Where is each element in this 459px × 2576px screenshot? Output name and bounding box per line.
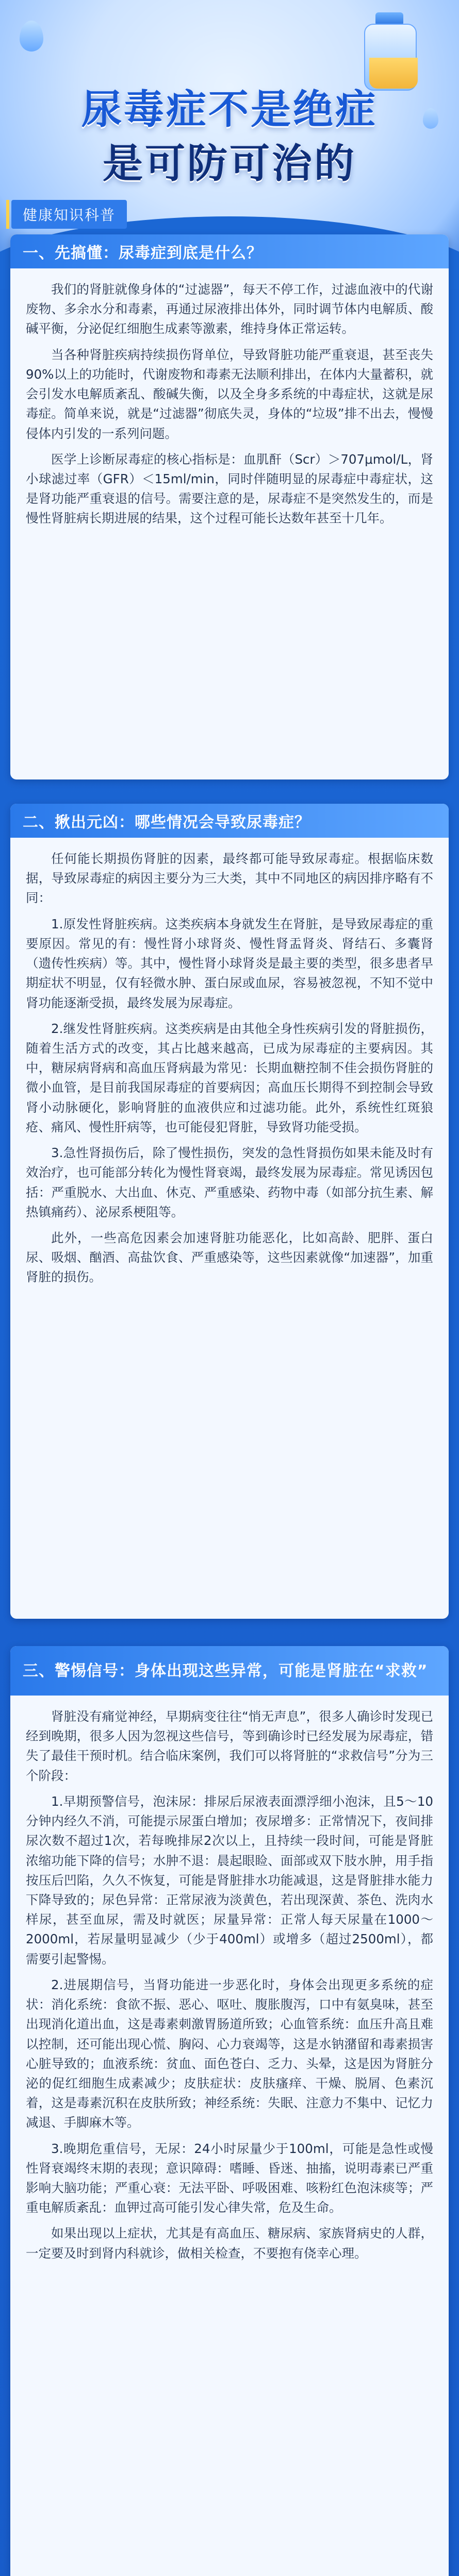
section-card-1 — [10, 234, 449, 779]
paragraph: 如果出现以上症状，尤其是有高血压、糖尿病、家族肾病史的人群，一定要及时到肾内科就诊，做相关检查，不要抱有侥幸心理。 — [26, 2226, 433, 2261]
paragraph: 3.晚期危重信号，无尿：24小时尿量少于100ml，可能是急性或慢性肾衰竭终末期的表现；意识障碍：嗜睡、昏迷、抽搐，说明毒素已严重影响大脑功能；严重心衰：无法平卧、呼吸困难、咳粉红色泡沫痰等；严重电解质紊乱：血钾过高可能引发心律失常，危及生命。 — [26, 2141, 433, 2215]
section-title: 三、警惕信号：身体出现这些异常，可能是肾脏在“求救” — [23, 1662, 428, 1680]
section-title: 一、先搞懂：尿毒症到底是什么？ — [23, 244, 263, 262]
section-header — [10, 1646, 449, 1696]
water-drop-icon — [20, 21, 43, 52]
section-body — [10, 838, 449, 1304]
paragraph: 我们的肾脏就像身体的“过滤器”，每天不停工作，过滤血液中的代谢废物、多余水分和毒素，再通过尿液排出体外，同时调节体内电解质、酸碱平衡，分泌促红细胞生成素等激素，维持身体正常运转。 — [26, 282, 433, 336]
paragraph: 2.继发性肾脏疾病。这类疾病是由其他全身性疾病引发的肾脏损伤，随着生活方式的改变，其占比越来越高，已成为尿毒症的主要病因。其中，糖尿病肾病和高血压肾病最为常见：长期血糖控制不佳会损伤肾脏的微小血管，是目前我国尿毒症的首要病因；高血压长期得不到控制会导致肾小动脉硬化，影响肾脏的血液供应和过滤功能。此外，系统性红斑狼疮、痛风、慢性肝病等，也可能侵犯肾脏，导致肾功能受损。 — [26, 1021, 433, 1134]
paragraph: 此外，一些高危因素会加速肾脏功能恶化，比如高龄、肥胖、蛋白尿、吸烟、酗酒、高盐饮食、严重感染等，这些因素就像“加速器”，加重肾脏的损伤。 — [26, 1230, 433, 1285]
paragraph: 3.急性肾损伤后，除了慢性损伤，突发的急性肾损伤如果未能及时有效治疗，也可能部分转化为慢性肾衰竭，最终发展为尿毒症。常见诱因包括：严重脱水、大出血、休克、严重感染、药物中毒（如部分抗生素、解热镇痛药）、泌尿系梗阻等。 — [26, 1145, 433, 1219]
paragraph: 1.早期预警信号，泡沫尿：排尿后尿液表面漂浮细小泡沫，且5～10分钟内经久不消，可能提示尿蛋白增加；夜尿增多：正常情况下，夜间排尿次数不超过1次，若每晚排尿2次以上，且持续一段时间，可能是肾脏浓缩功能下降的信号；水肿不退：晨起眼睑、面部或双下肢水肿，用手指按压后凹陷，久久不恢复，可能是肾脏排水功能减退，这是肾脏排水能力下降导致的；尿色异常：正常尿液为淡黄色，若出现深黄、茶色、洗肉水样尿，甚至血尿，需及时就医；尿量异常：正常人每天尿量在1000～2000ml，若尿量明显减少（少于400ml）或增多（超过2500ml），都需要引起警惕。 — [26, 1793, 433, 1967]
page-title-line1: 尿毒症不是绝症 — [81, 87, 378, 133]
category-tag: 健康知识科普 — [11, 200, 127, 229]
section-card-2 — [10, 804, 449, 1619]
section-title: 二、揪出元凶：哪些情况会导致尿毒症？ — [23, 814, 310, 832]
paragraph: 1.原发性肾脏疾病。这类疾病本身就发生在肾脏，是导致尿毒症的重要原因。常见的有：慢性肾小球肾炎、慢性肾盂肾炎、肾结石、多囊肾（遗传性疾病）等。其中，慢性肾小球肾炎是最主要的类型，很多患者早期症状不明显，仅有轻微水肿、蛋白尿或血尿，容易被忽视，不知不觉中肾功能逐渐受损，最终发展为尿毒症。 — [26, 916, 433, 1010]
paragraph: 肾脏没有痛觉神经，早期病变往往“悄无声息”，很多人确诊时发现已经到晚期，很多人因为忽视这些信号，等到确诊时已经发展为尿毒症，错失了最佳干预时机。结合临床案例，我们可以将肾脏的“求救信号”分为三个阶段： — [26, 1709, 433, 1783]
paragraph: 当各种肾脏疾病持续损伤肾单位，导致肾脏功能严重衰退，甚至丧失90%以上的功能时，代谢废物和毒素无法顺利排出，在体内大量蓄积，就会引发水电解质紊乱、酸碱失衡，以及全身多系统的中毒症状，这就是尿毒症。简单来说，就是“过滤器”彻底失灵，身体的“垃圾”排不出去，慢慢侵体内引发的一系列问题。 — [26, 347, 433, 441]
paragraph: 医学上诊断尿毒症的核心指标是：血肌酐（Scr）＞707μmol/L，肾小球滤过率（GFR）＜15ml/min，同时伴随明显的尿毒症中毒症状，这是肾功能严重衰退的信号。需要注意的是，尿毒症不是突然发生的，而是慢性肾脏病长期进展的结果，这个过程可能长达数年甚至十几年。 — [26, 451, 433, 526]
section-header — [10, 804, 449, 838]
section-header — [10, 234, 449, 268]
section-card-3 — [10, 1646, 449, 2576]
paragraph: 2.进展期信号，当肾功能进一步恶化时，身体会出现更多系统的症状：消化系统：食欲不振、恶心、呕吐、腹胀腹泻，口中有氨臭味，甚至出现消化道出血，这是毒素刺激胃肠道所致；心血管系统：血压升高且难以控制，还可能出现心慌、胸闷、心力衰竭等，这是水钠潴留和毒素损害心脏导致的；血液系统：贫血、面色苍白、乏力、头晕，这是因为肾脏分泌的促红细胞生成素减少；皮肤症状：皮肤瘙痒、干燥、脱屑、色素沉着，这是毒素沉积在皮肤所致；神经系统：失眠、注意力不集中、记忆力减退、手脚麻木等。 — [26, 1977, 433, 2130]
section-body — [10, 268, 449, 545]
paragraph: 任何能长期损伤肾脏的因素，最终都可能导致尿毒症。根据临床数据，导致尿毒症的病因主要分为三大类，其中不同地区的病因排序略有不同： — [26, 851, 433, 906]
section-body — [10, 1696, 449, 2280]
page-title-line2: 是可防可治的 — [102, 141, 356, 187]
